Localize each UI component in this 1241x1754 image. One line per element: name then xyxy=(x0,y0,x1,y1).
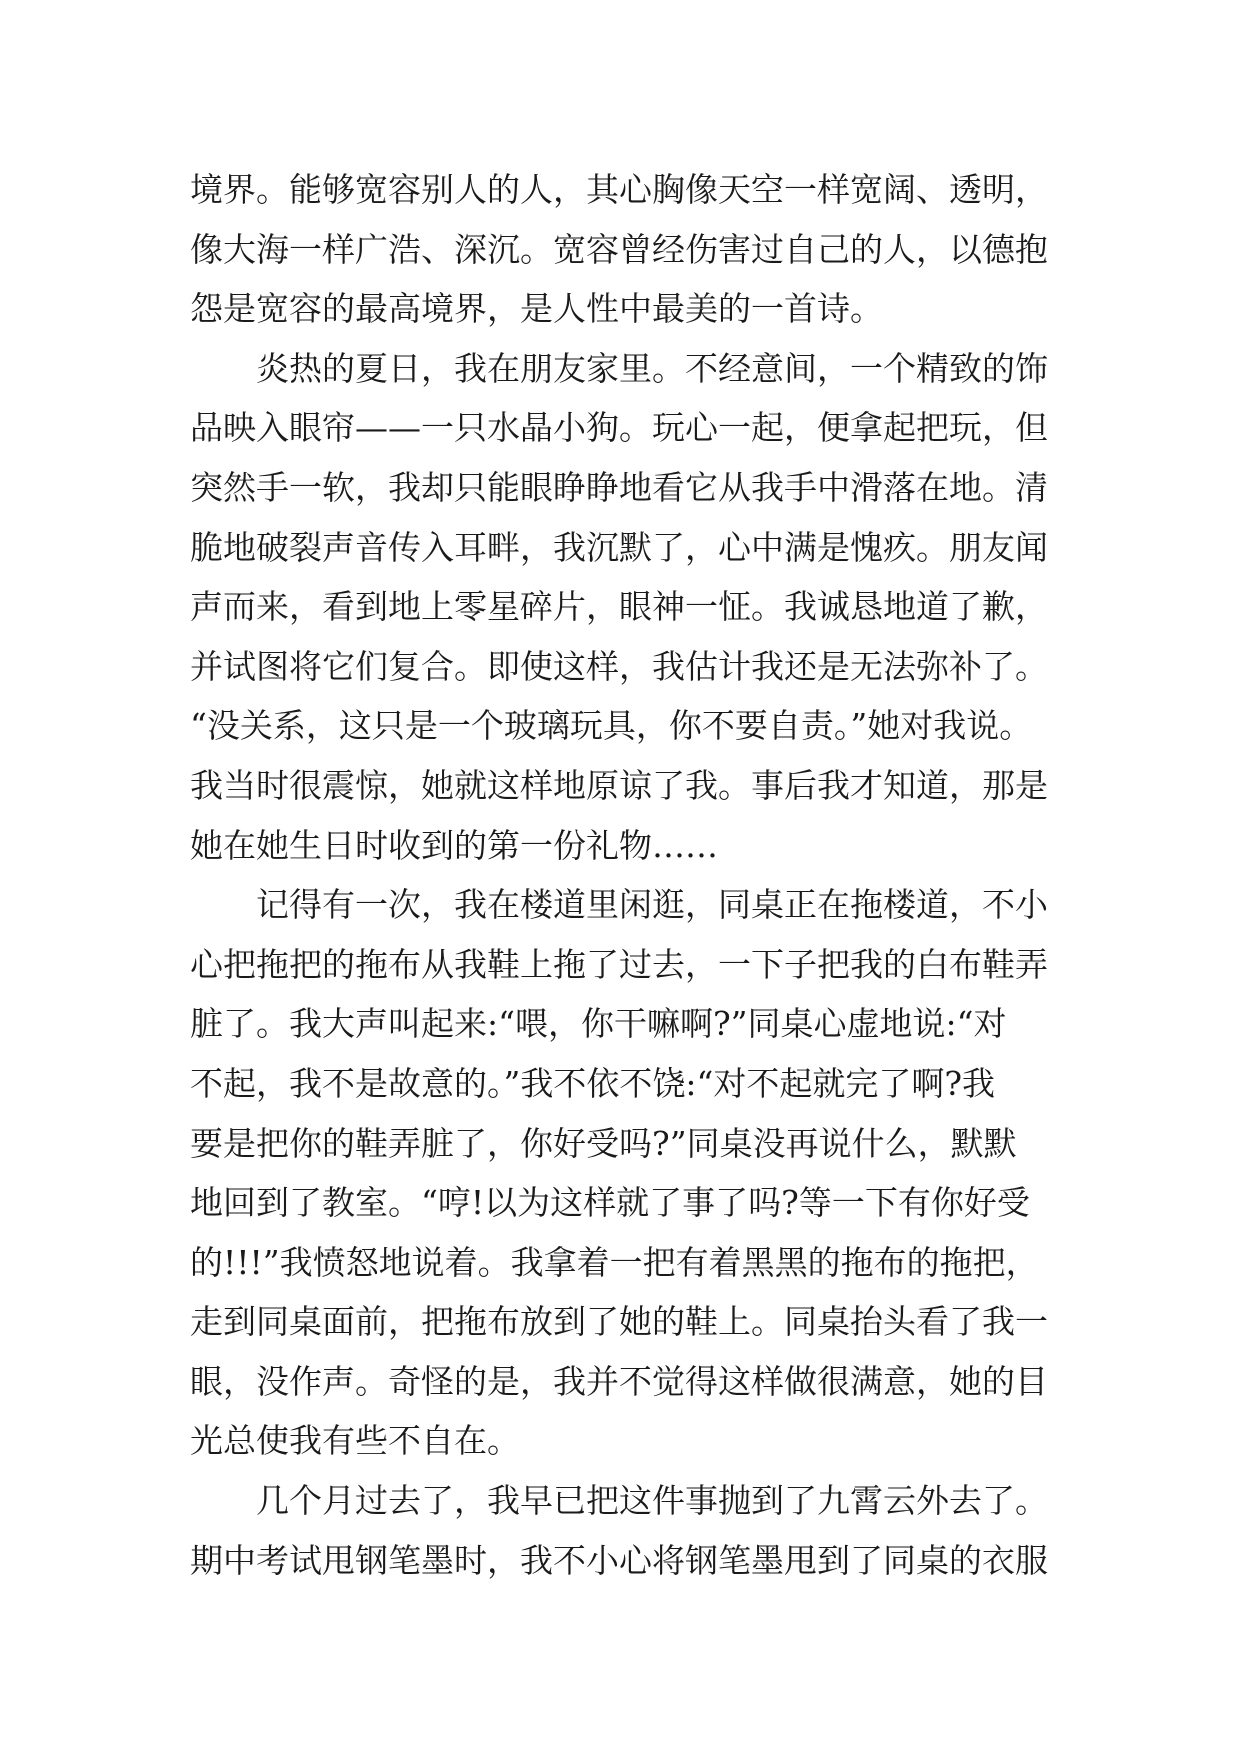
text-line: 的!!!”我愤怒地说着。我拿着一把有着黑黑的拖布的拖把， xyxy=(190,1242,1039,1282)
text-line: 要是把你的鞋弄脏了，你好受吗?”同桌没再说什么，默默 xyxy=(190,1123,1017,1163)
text-line: 怨是宽容的最高境界，是人性中最美的一首诗。 xyxy=(190,289,883,329)
text-line: 眼，没作声。奇怪的是，我并不觉得这样做很满意，她的目 xyxy=(190,1361,1048,1401)
text-line: 声而来，看到地上零星碎片，眼神一怔。我诚恳地道了歉， xyxy=(190,587,1048,627)
text-line: 不起，我不是故意的。”我不依不饶:“对不起就完了啊?我 xyxy=(190,1063,996,1103)
text-line: 脆地破裂声音传入耳畔，我沉默了，心中满是愧疚。朋友闻 xyxy=(190,527,1048,567)
text-line: 像大海一样广浩、深沉。宽容曾经伤害过自己的人，以德抱 xyxy=(190,229,1048,269)
text-line: 突然手一软，我却只能眼睁睁地看它从我手中滑落在地。清 xyxy=(190,467,1048,507)
text-line: 并试图将它们复合。即使这样，我估计我还是无法弥补了。 xyxy=(190,646,1048,686)
text-line: 地回到了教室。“哼!以为这样就了事了吗?等一下有你好受 xyxy=(190,1183,1030,1223)
text-line: 期中考试甩钢笔墨时，我不小心将钢笔墨甩到了同桌的衣服 xyxy=(190,1540,1048,1580)
text-line: 品映入眼帘——一只水晶小狗。玩心一起，便拿起把玩，但 xyxy=(190,408,1048,448)
text-line: 她在她生日时收到的第一份礼物…… xyxy=(190,825,718,865)
body-text xyxy=(190,160,1090,1590)
paragraph-start-line: 炎热的夏日，我在朋友家里。不经意间，一个精致的饰 xyxy=(256,348,1048,388)
text-line: 境界。能够宽容别人的人，其心胸像天空一样宽阔、透明， xyxy=(190,170,1048,209)
paragraph-start-line: 几个月过去了，我早已把这件事抛到了九霄云外去了。 xyxy=(256,1481,1048,1521)
text-line: 光总使我有些不自在。 xyxy=(190,1421,520,1461)
text-line: 走到同桌面前，把拖布放到了她的鞋上。同桌抬头看了我一 xyxy=(190,1302,1048,1342)
paragraph-start-line: 记得有一次，我在楼道里闲逛，同桌正在拖楼道，不小 xyxy=(256,885,1048,925)
text-line: 脏了。我大声叫起来:“喂，你干嘛啊?”同桌心虚地说:“对 xyxy=(190,1004,1007,1044)
text-line: “没关系，这只是一个玻璃玩具，你不要自责。”她对我说。 xyxy=(190,706,1033,746)
text-line: 心把拖把的拖布从我鞋上拖了过去，一下子把我的白布鞋弄 xyxy=(190,944,1048,984)
text-line: 我当时很震惊，她就这样地原谅了我。事后我才知道，那是 xyxy=(190,765,1048,805)
